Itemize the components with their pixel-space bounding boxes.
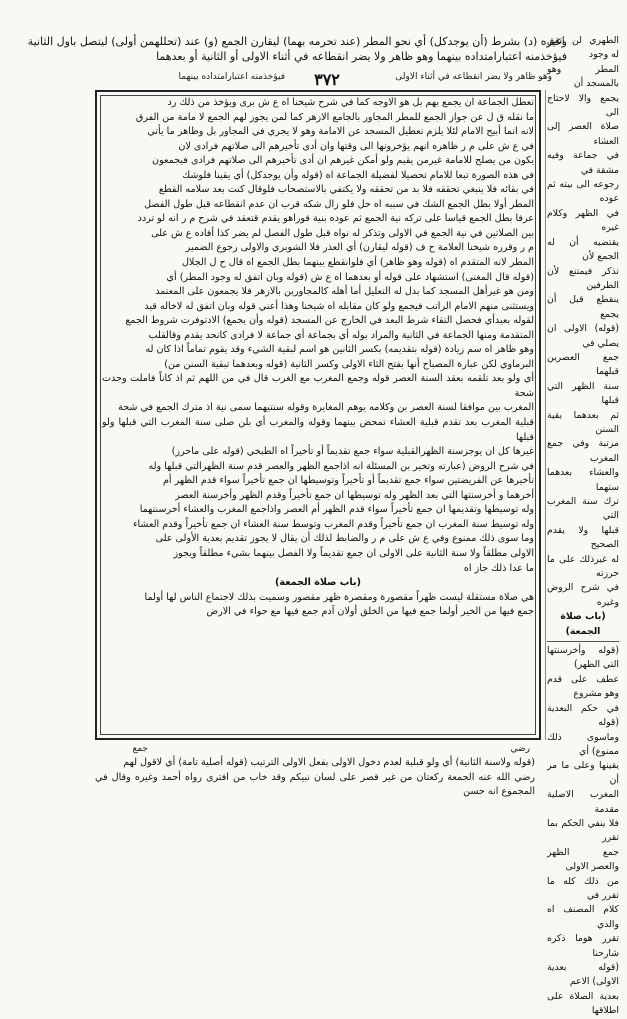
main-line: ومن هو غيرأهل المسجد كما بدل له التعليل أما أهله كالمجاورين بالازهر فلا يجمعون على المعتمد	[155, 286, 534, 298]
margin-line: كلام المصنف اه والذي	[547, 904, 619, 930]
bottom-text	[95, 742, 535, 797]
main-line: لانه انما أبيح الامام لئلا يلزم تعطيل المسجد عن الامامة وهو لا يجري في المجاور بل وظاهر ما يأتي	[147, 126, 534, 138]
main-line: أي ولو بعد تلقمه بعقد السنة العصر قوله وجمع المغرب مع الغرب قال في من اللهم ثم اذ كاناً فاملت وجدت شحة	[102, 373, 534, 399]
main-line: في بقائه فلا ينبغي تحققه فلا بد من تحققه ولا يكتفي بالاستصحاب فلوقال كنت بعد سلامه القطع	[158, 184, 534, 196]
main-line: بين الصلاتين في نية الجمع في الاولى وتذكر له نواه قبل طول الفصل لم يضر كذا أفاده ع ش على	[151, 227, 534, 239]
main-line: وهو ظاهر اه سم زيادة (قوله بتقديمه) بكسر الثانين هو اسم لبقية الشيء وقد يقوم تماماً اذا كان له	[145, 344, 534, 356]
margin-line: (قوله بعدية الاولى) الاعم	[547, 962, 619, 988]
chapter-heading: (باب صلاة الجمعة)	[275, 577, 361, 589]
margin-line: (قوله وأخرسنتها التي الظهر)	[547, 645, 619, 671]
main-line: لقوله بعيدأي فحصل التقاء شرط البعد في الخارج عن المسجد (قوله وأن يجمع) الادتوفرت شروط الجمع	[125, 315, 534, 327]
margin-line: صلاة العصر إلى العشاء	[547, 121, 619, 147]
main-line: في ع ش على م ر ظاهره انهم يؤخرونها الى وقتها وان أدى تأخيرهم الى صلاتهم فرادى لان	[178, 140, 534, 152]
margin-line: وماسوى ذلك ممنوع) أي	[547, 731, 619, 757]
main-line: تعطل الجماعة ان يجمع بهم بل هو الاوجه كما في شرح شيخنا اه ع ش برى ويؤخذ من ذلك رد	[167, 97, 534, 108]
margin-line: ثم بعدهما بقية السنن	[547, 409, 619, 435]
main-line: المتقدمة ومنها الجماعة في الثانية والمراد بوله أي بجماعة أي جماعة لا فرادى كانحد يقدم وقالقلب	[148, 329, 534, 341]
catchword: جمع	[132, 744, 148, 754]
main-line: هي صلاة مستقلة ليست ظهراً مقصورة ومقصرة ظهر مقصور وسميت بذلك لاجتماع الناس لها أولما	[144, 591, 534, 603]
margin-line: في حكم البعدية (قوله	[547, 702, 619, 729]
margin-line: في جماعة وفيه مشقة في	[547, 150, 619, 176]
main-line: وله توسيط سنة المغرب ان جمع تأخيراً وقدم المغرب وتوسط سنة العشاء ان جمع تأخيراً وقدم العشاء	[132, 518, 534, 530]
margin-line: ينقطع قبل أن يجمع	[547, 294, 619, 320]
main-line: تأخيرها عن الفريضتين سواء جمع تقديماً أو تأخيراً وتوسيطها ان جمع تأخيراً سواء قدم الظهر أم	[162, 475, 534, 487]
main-line: م ر وقرره شيخنا العلامة ح ف (قوله ليقارن) أي العذر فلا الشوبري والاولى رجوع الضمير	[185, 242, 534, 254]
margin-line: له غيرذلك على ما حرزته	[547, 553, 619, 580]
main-line: في هذه الصورة تبعا للامام تحصيلا لفضيلة الجماعة اه (قوله وأن يوجدكل) أي يقينا فلوشك	[182, 169, 534, 181]
bottom-line-2: رضي الله عنه الجمعة ركعتان من غير قصر على لسان نبيكم وقد خاب من افترى رواه أحمد وغيره وقال في المجموع انه حسن	[95, 771, 535, 797]
header-line-2: فيؤخذمنه اعتبارامتداده بينهما وهو ظاهر ولا يضر انقطاعه في أثناء الاولى أو الثانية أو بعدهما	[156, 50, 567, 63]
main-line: ما نقله ق ل عن جواز الجمع للمطر المجاور بالجامع الازهر كما لمن يجوز لهم الجمع لا مامة من الفرق	[135, 111, 534, 123]
margin-line: المطر وهو بالمسجد أن	[547, 63, 619, 90]
main-line: عرفا بطل الجمع قياسا على تركه نية الجمع ثم عوده بنية فوراهو يقدم قتعقد في شرح م ر انه لو تردد	[137, 213, 534, 225]
bottom-line-1: (قوله ولاسنة الثانية) أي ولو قبلية لعدم دخول الاولى بفعل الاولى الترتيب (قوله أصلية تامة) أي لاقول لهم	[123, 757, 535, 768]
margin-line: مرتبة وفي جمع المغرب	[547, 438, 619, 464]
margin-line: والعشاء بعدهما ستهما	[547, 467, 619, 493]
main-line: المغرب بين موافقا لسنة العصر بن وكلامه يوهم المغايرة وقوله سنتيهما سمى نية اذ مترك الجمع في شحة	[118, 402, 534, 414]
main-line: (قوله قال المغنى) استشهاد على قوله أو بعدهما اه ع ش (قوله وبان اتفق له وجود المطر) أي	[166, 271, 534, 283]
margin-line: يجمع والا لاحتاج الى	[547, 92, 619, 119]
main-line: البرماوي لكن عبارة المصباح أنها بفتح الثاء الاولى وكسر الثانية (قوله وبعدهما تبقية السنن من)	[164, 358, 534, 370]
main-line: أخرهما و أخرسنتها التي بعد الظهر وله توسيطها ان جمع تأخيراً وقدم الظهر وأخرسنة العصر	[175, 489, 534, 501]
main-line: جمع فيها من الخير أولما جمع فيها من الخلق أولان آدم جمع فيها مع حواء في الارض	[206, 606, 534, 618]
margin-line: (قوله) الاولى ان يصلي في	[547, 323, 619, 349]
main-line: في شرح الروض (عبارته وتخير بن المسئلة انه اذاجمع الظهر والعصر قدم سنة الظهرالتي قبلها وله	[148, 460, 534, 472]
margin-line: فلا ينفي الحكم بما تقرر	[547, 817, 619, 844]
margin-line: بعدية الصلاة على اطلاقها	[547, 990, 619, 1017]
page-number: ٣٧٢	[314, 70, 340, 89]
margin-line: يقتضيه أن له الجمع لأن	[547, 236, 619, 263]
margin-line: تقرر هوما ذكره شارحنا	[547, 933, 619, 959]
header-right-note: وهو ظاهر ولا يضر انقطاعه في أثناء الاولى	[395, 72, 552, 82]
margin-line: عطف على قدم وهو مشروع	[547, 673, 619, 700]
main-line: وله توسيطها وتقديمها ان جمع تأخيراً سواء قدم الظهر أم العصر واذاجمع المغرب والعشاء أخرسنتهما	[139, 504, 534, 516]
margin-line: تذكر فيمتنع لأن الطرفين	[547, 265, 619, 291]
main-line: المطر أولا بطل الجمع الشك في سببه اه حل فلو زال شكه قرب ان عدم انقطاعه قبل طول الفصل	[144, 198, 534, 210]
margin-line: جمع الظهر والعصر الاولى	[547, 846, 619, 873]
page-header	[27, 34, 567, 68]
main-line: ويستثنى منهم الامام الراتب فيجمع ولو كان مقابله اه شيخنا وهذا أعني قوله وبان اتفق له لاخاله قيد	[144, 300, 534, 312]
margin-line: الطهري لن اتفق له وجود	[547, 35, 619, 61]
margin-line: في شرح الروض وغيره	[547, 582, 619, 608]
header-left-note: فيؤخذمنه اعتبارامتداده بينهما	[178, 72, 285, 82]
main-line: قبلية المغرب بعد تقدم قبلية العشاء تمحض بينهما وقوله والمغرب أي بلن صلى سنة المغرب التي قبلها ولو قبلها	[102, 417, 534, 443]
main-line: يكون من يصلح للامامة غيرمن يقيم ولو أمكن غيرهم ان أدى تأخيرهم الى صلاتهم فرادى فيجمعون	[152, 155, 534, 167]
margin-line: رجوعه الى بيته ثم عوده	[547, 179, 619, 205]
main-line: الاولى مطلقاً ولا سنة الثانية على الاولى ان جمع تقديماً ولا الفصل بينهما بشيء مطلقاً ويجوز	[173, 547, 534, 559]
main-line: المطر لانه المتقدم اه (قوله وهو ظاهر) أي فلوانقطع بينهما بطل الجمع اه قال ح ل الجلال	[181, 257, 534, 269]
main-text-body	[102, 96, 534, 736]
main-line: وما سوى ذلك ممنوع وفي ع ش على م ر والضابط لذلك أن يقال لا يجوز تقديم بعدية الأولى على	[155, 533, 534, 545]
margin-chapter-heading: (باب صلاة الجمعة)	[560, 611, 606, 637]
margin-line: المغرب الاصلية مقدمة	[547, 789, 619, 815]
main-line: ما عدا ذلك جاز اه	[463, 562, 534, 574]
margin-line: ترك سنة المغرب التي	[547, 496, 619, 522]
main-line: غيرها كل ان يوجزسنة الظهرالقبلية سواء جمع تقديماً أو تأخيراً اه الطبخي (قوله على ماحرز)	[171, 446, 534, 458]
margin-line: قبلها ولا يقدم الصحيح	[547, 524, 619, 551]
margin-line: جمع العصرين قبلهما	[547, 351, 619, 378]
header-line-1: وغيره (د) بشرط (أن يوجدكل) أي نحو المطر (عند تحرمه بهما) ليقارن الجمع (و) عند (تحللهمن أولى) ليتصل باول الثانية	[27, 35, 567, 48]
margin-line: في الظهر وكلام غيره	[547, 207, 619, 234]
sidebar-divider	[545, 90, 546, 740]
margin-divider	[547, 641, 619, 642]
margin-line: يقينها وعلى ما مر أن	[547, 760, 619, 786]
margin-line: من ذلك كله ما تقرر في	[547, 875, 619, 901]
bottom-margin-word: رضي	[510, 744, 530, 754]
margin-line: سنة الظهر التي قبلها	[547, 380, 619, 407]
margin-commentary	[547, 34, 619, 1017]
